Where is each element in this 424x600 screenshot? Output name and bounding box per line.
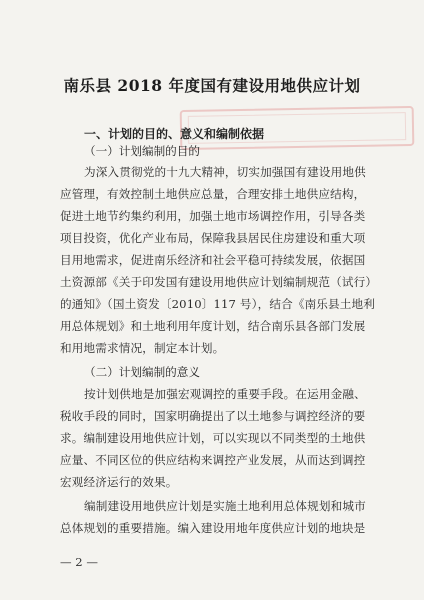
subsection-heading-2: （二）计划编制的意义	[84, 365, 200, 379]
paragraph-line: 和用地需求情况，制定本计划。	[60, 341, 225, 355]
paragraph-line: 求。编制建设用地供应计划，可以实现以不同类型的土地供	[60, 431, 366, 445]
paragraph-line: 应量、不同区位的供应结构来调控产业发展，从而达到调控	[60, 453, 366, 467]
paragraph-line: 用总体规划》和土地利用年度计划，结合南乐县各部门发展	[60, 319, 366, 333]
document-title: 南乐县 2018 年度国有建设用地供应计划	[63, 76, 361, 95]
subsection-heading-1: （一）计划编制的目的	[84, 144, 200, 158]
paragraph-line: 促进土地节约集约利用，加强土地市场调控作用，引导各类	[60, 209, 366, 223]
paragraph-line: 土资源部《关于印发国有建设用地供应计划编制规范（试行）	[60, 275, 378, 289]
paragraph-line: 按计划供地是加强宏观调控的重要手段。在运用金融、	[84, 387, 366, 401]
paragraph-line: 应管理，有效控制土地供应总量，合理安排土地供应结构，	[60, 187, 366, 201]
paragraph-line: 为深入贯彻党的十九大精神，切实加强国有建设用地供	[84, 165, 366, 179]
paragraph-line: 项目投资，优化产业布局，保障我县居民住房建设和重大项	[60, 231, 366, 245]
paragraph-line: 编制建设用地供应计划是实施土地利用总体规划和城市	[84, 499, 366, 513]
paragraph-line: 总体规划的重要措施。编入建设用地年度供应计划的地块是	[60, 521, 366, 535]
paragraph-line: 税收手段的同时，国家明确提出了以土地参与调控经济的要	[60, 409, 366, 423]
paragraph-line: 的通知》（国土资发〔2010〕117 号），结合《南乐县土地利	[60, 297, 376, 311]
section-heading-1: 一、计划的目的、意义和编制依据	[84, 127, 265, 141]
page-number: — 2 —	[60, 555, 98, 569]
paragraph-line: 宏观经济运行的效果。	[60, 475, 178, 489]
paragraph-line: 目用地需求，促进南乐经济和社会平稳可持续发展，依据国	[60, 253, 366, 267]
